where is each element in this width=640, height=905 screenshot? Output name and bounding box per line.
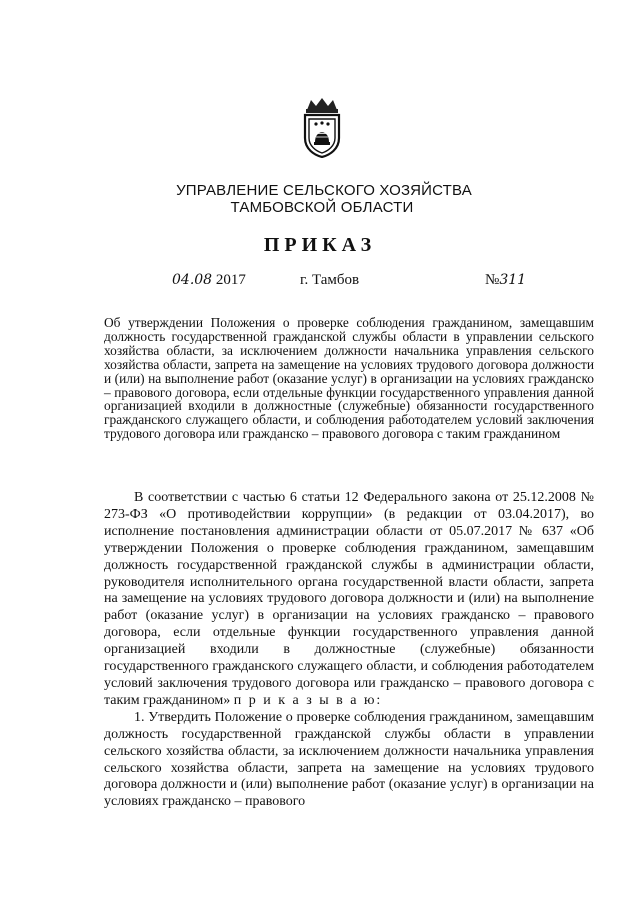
document-date bbox=[172, 272, 246, 289]
document-title: ПРИКАЗ bbox=[263, 234, 377, 256]
agency-name-line1: УПРАВЛЕНИЕ СЕЛЬСКОГО ХОЗЯЙСТВА bbox=[176, 182, 472, 199]
date-year: 2017 bbox=[215, 272, 246, 288]
agency-name-line2: ТАМБОВСКОЙ ОБЛАСТИ bbox=[230, 199, 414, 216]
tambov-coat-of-arms-icon bbox=[299, 96, 345, 158]
document-body bbox=[104, 490, 594, 811]
document-number bbox=[485, 272, 526, 289]
handwritten-number: 311 bbox=[499, 272, 527, 288]
subject-text: Об утверждении Положения о проверке соблюдения гражданином, замещавшим должность государственной гражданской службы области в управлении сельского хозяйства области, за исключением должности начальника управления сельского хозяйства области, запрета на замещение на условиях трудового договора должности и (или) на выполнение работ (оказание услуг) в организации на условиях гражданско – правового договора, если отдельные функции государственного управления данной организацией входили в должностные (служебные) обязанности государственного гражданского служащего области, и соблюдения работодателем условий заключения трудового договора или гражданско – правового договора с таким гражданином bbox=[104, 315, 594, 442]
preamble-text: В соответствии с частью 6 статьи 12 Федерального закона от 25.12.2008 № 273-ФЗ «О противодействии коррупции» (в редакции от 03.04.2017), во исполнение постановления администрации области от 05.07.2017 № 637 «Об утверждении Положения о проверке соблюдения гражданином, замещавшим должность государственной гражданской службы в администрации области, руководителя исполнительного органа государственной власти области, запрета на замещение на условиях трудового договора должности и (или) на выполнение работ (оказание услуг) в организации на условиях гражданско – правового договора, если отдельные функции государственного управления данной организацией входили в должностные (служебные) обязанности государственного гражданского служащего области, и соблюдения работодателем условий заключения трудового договора или гражданско – правового договора с таким гражданином» bbox=[104, 490, 594, 708]
handwritten-date: 04.08 bbox=[172, 272, 213, 288]
preamble-paragraph bbox=[104, 490, 594, 710]
document-subject bbox=[104, 316, 594, 441]
document-city: г. Тамбов bbox=[300, 272, 360, 288]
document-meta-row bbox=[0, 272, 640, 292]
number-prefix: № bbox=[485, 272, 500, 288]
clause-1-paragraph: 1. Утвердить Положение о проверке соблюдения гражданином, замещавшим должность государственной гражданской службы области в управлении сельского хозяйства области, за исключением должности начальника управления сельского хозяйства области, запрета на замещение на условиях трудового договора должности и (или) выполнение работ (оказание услуг) в организации на условиях гражданско – правового bbox=[104, 709, 594, 810]
order-action-word: п р и к а з ы в а ю: bbox=[233, 692, 383, 708]
